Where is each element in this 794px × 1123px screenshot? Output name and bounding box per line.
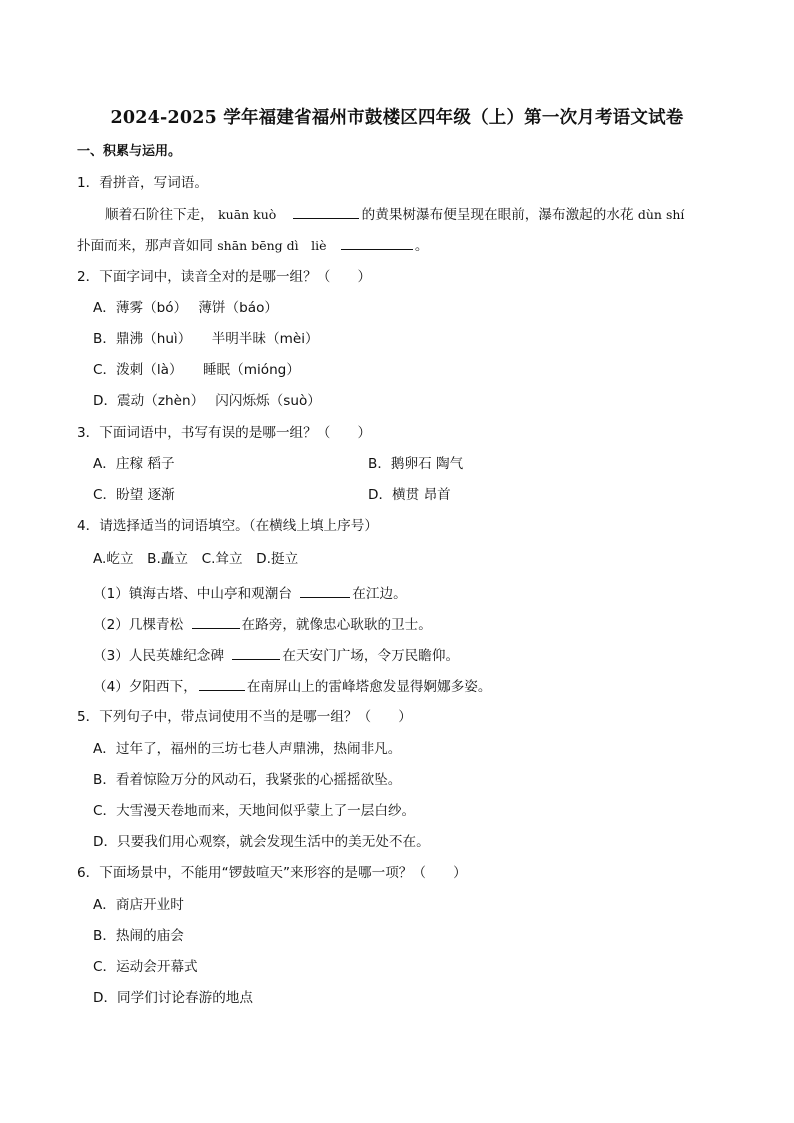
q4-s2-text-a: （2）几棵青松 bbox=[93, 617, 184, 633]
answer-blank-q4-2[interactable] bbox=[192, 615, 240, 629]
q4-s4-text-b: 在南屏山上的雷峰塔愈发显得婀娜多姿。 bbox=[246, 679, 492, 695]
question-4-sentence-4 bbox=[93, 677, 492, 696]
question-6-option-d[interactable]: D．同学们讨论春游的地点 bbox=[93, 990, 253, 1006]
question-4-word-options: A.屹立 B.矗立 C.耸立 D.挺立 bbox=[93, 551, 299, 567]
question-5-option-d[interactable]: D．只要我们用心观察，就会发现生活中的美无处不在。 bbox=[93, 834, 430, 850]
answer-blank-q4-4[interactable] bbox=[199, 677, 245, 691]
question-4-sentence-2 bbox=[93, 615, 432, 634]
pinyin-dunshi: dùn shí bbox=[637, 207, 685, 222]
question-6-stem: 6．下面场景中，不能用“锣鼓喧天”来形容的是哪一项？（ ） bbox=[77, 865, 467, 881]
section-heading: 一、积累与运用。 bbox=[77, 144, 182, 159]
q4-s1-text-b: 在江边。 bbox=[352, 586, 407, 602]
answer-blank-q4-1[interactable] bbox=[300, 584, 350, 598]
question-1-line-2 bbox=[77, 236, 428, 255]
pinyin-kuankuo: kuān kuò bbox=[218, 207, 277, 222]
answer-blank-q4-3[interactable] bbox=[232, 646, 280, 660]
question-3-option-a[interactable]: A．庄稼 稻子 bbox=[93, 456, 175, 472]
q1-text-c: 扑面而来，那声音如同 bbox=[77, 238, 213, 254]
question-6-option-b[interactable]: B．热闹的庙会 bbox=[93, 928, 184, 944]
question-5-option-c[interactable]: C．大雪漫天卷地而来，天地间似乎蒙上了一层白纱。 bbox=[93, 803, 416, 819]
q1-text-d: 。 bbox=[414, 238, 429, 254]
question-5-stem: 5．下列句子中，带点词使用不当的是哪一组？（ ） bbox=[77, 709, 412, 725]
question-3-option-c[interactable]: C．盼望 逐渐 bbox=[93, 487, 175, 503]
question-6-option-c[interactable]: C．运动会开幕式 bbox=[93, 959, 198, 975]
question-3-stem: 3．下面词语中，书写有误的是哪一组？（ ） bbox=[77, 425, 372, 441]
question-4-stem: 4．请选择适当的词语填空。（在横线上填上序号） bbox=[77, 518, 378, 534]
pinyin-shanbengdilie: shān bēng dì liè bbox=[217, 238, 327, 253]
exam-title: 2024-2025 学年福建省福州市鼓楼区四年级（上）第一次月考语文试卷 bbox=[110, 108, 684, 128]
question-6-option-a[interactable]: A．商店开业时 bbox=[93, 897, 184, 913]
q4-s4-text-a: （4）夕阳西下， bbox=[93, 679, 197, 695]
q4-s1-text-a: （1）镇海古塔、中山亭和观潮台 bbox=[93, 586, 292, 602]
question-2-stem: 2．下面字词中，读音全对的是哪一组？（ ） bbox=[77, 269, 372, 285]
q1-text-b: 的黄果树瀑布便呈现在眼前，瀑布激起的水花 bbox=[361, 207, 634, 223]
q4-s3-text-b: 在天安门广场，令万民瞻仰。 bbox=[282, 648, 460, 664]
question-3-option-b[interactable]: B．鹅卵石 陶气 bbox=[368, 456, 464, 472]
question-1-line-1 bbox=[105, 205, 684, 224]
question-5-option-b[interactable]: B．看着惊险万分的风动石，我紧张的心摇摇欲坠。 bbox=[93, 772, 402, 788]
q1-text-a: 顺着石阶往下走， bbox=[105, 207, 214, 223]
question-2-option-a[interactable]: A．薄雾（bó） 薄饼（báo） bbox=[93, 300, 278, 316]
question-2-option-b[interactable]: B．鼎沸（huì） 半明半昧（mèi） bbox=[93, 331, 319, 347]
question-1-stem: 1．看拼音，写词语。 bbox=[77, 175, 208, 191]
q4-s2-text-b: 在路旁，就像忠心耿耿的卫士。 bbox=[241, 617, 432, 633]
question-2-option-c[interactable]: C．泼刺（là） 睡眠（mióng） bbox=[93, 362, 300, 378]
question-4-sentence-3 bbox=[93, 646, 459, 665]
question-3-option-d[interactable]: D．横贯 昂首 bbox=[368, 487, 451, 503]
question-4-sentence-1 bbox=[93, 584, 407, 603]
question-5-option-a[interactable]: A．过年了，福州的三坊七巷人声鼎沸，热闹非凡。 bbox=[93, 741, 402, 757]
answer-blank-1[interactable] bbox=[293, 205, 359, 219]
question-2-option-d[interactable]: D．震动（zhèn） 闪闪烁烁（suò） bbox=[93, 393, 321, 409]
q4-s3-text-a: （3）人民英雄纪念碑 bbox=[93, 648, 224, 664]
answer-blank-2[interactable] bbox=[341, 236, 413, 250]
